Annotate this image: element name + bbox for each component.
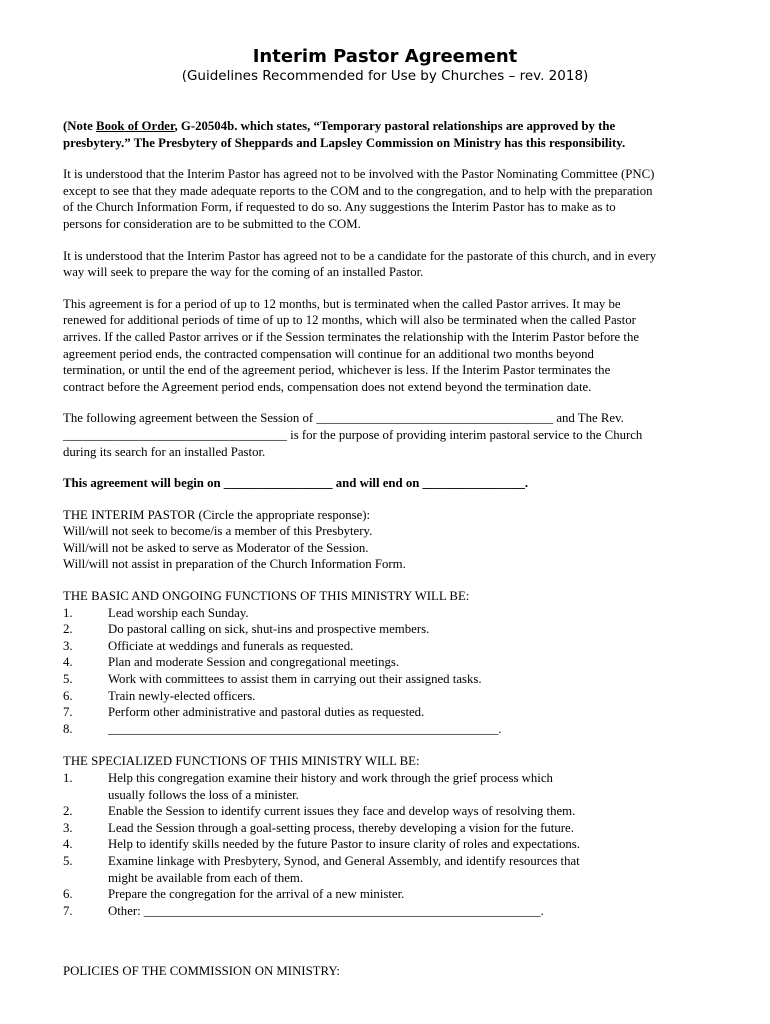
list-number: 1.: [63, 605, 73, 620]
list-number: 5.: [63, 853, 73, 868]
list-text: [108, 770, 713, 803]
note-rest: , G-20504b. which states, “Temporary pastoral relationships are approved by the: [174, 119, 616, 133]
list-number: 4.: [63, 837, 73, 852]
list-text-line: might be available from each of them.: [108, 870, 304, 885]
list-text: Other: ______________________________________________________________.: [108, 903, 544, 918]
list-text: [108, 853, 713, 886]
interim-option-line: Will/will not seek to become/is a member of this Presbytery.: [63, 524, 373, 539]
list-number: 3.: [63, 638, 73, 653]
list-text: Lead worship each Sunday.: [108, 605, 249, 620]
paragraph-line: way will seek to prepare the way for the coming of an installed Pastor.: [63, 265, 424, 280]
list-number: 1.: [63, 771, 73, 785]
pnc-paragraph: [63, 166, 713, 232]
list-text-line: usually follows the loss of a minister.: [108, 787, 299, 802]
paragraph-line: during its search for an installed Pastor.: [63, 444, 266, 459]
note-line-1: [63, 118, 713, 135]
paragraph-line: except to see that they made adequate reports to the COM and to the congregation, and to help with the preparation: [63, 183, 653, 198]
paragraph-line: This agreement is for a period of up to 12 months, but is terminated when the called Pastor arrives. It may be: [63, 296, 621, 311]
list-text: Lead the Session through a goal-setting process, thereby developing a vision for the future.: [108, 820, 574, 835]
document-title: Interim Pastor Agreement: [252, 46, 518, 67]
list-number: 5.: [63, 672, 73, 687]
paragraph-line: agreement period ends, the contracted compensation will continue for an additional two months beyond: [63, 346, 594, 361]
list-item: [63, 638, 713, 655]
list-text: Do pastoral calling on sick, shut-ins and prospective members.: [108, 622, 430, 637]
interim-pastor-section: [63, 507, 713, 573]
paragraph-line: The following agreement between the Session of _____________________________________ and The Rev.: [63, 411, 624, 426]
list-item: [63, 820, 713, 837]
list-number: 7.: [63, 903, 73, 918]
list-text: Help to identify skills needed by the future Pastor to insure clarity of roles and expectations.: [108, 837, 580, 852]
list-number: 3.: [63, 820, 73, 835]
list-text-line: Help this congregation examine their history and work through the grief process which: [108, 771, 553, 785]
agreement-dates-line: This agreement will begin on _________________ and will end on ________________.: [63, 476, 529, 491]
list-item: [63, 688, 713, 705]
list-item: [63, 605, 713, 622]
paragraph-line: persons for consideration are to be submitted to the COM.: [63, 216, 361, 231]
list-text: Perform other administrative and pastoral duties as requested.: [108, 705, 425, 720]
list-item: [63, 803, 713, 820]
note-prefix: (Note: [63, 119, 97, 133]
paragraph-line: termination, or until the end of the agreement period, whichever is less. If the Interim Pastor terminates the: [63, 363, 611, 378]
specialized-functions-list: [63, 770, 713, 919]
list-item: [63, 886, 713, 903]
list-blank-line: _____________________________________________________________.: [108, 721, 502, 736]
basic-functions-heading: THE BASIC AND ONGOING FUNCTIONS OF THIS MINISTRY WILL BE:: [63, 589, 470, 604]
paragraph-line: It is understood that the Interim Pastor has agreed not to be involved with the Pastor Nominating Committee (PNC): [63, 167, 655, 182]
list-item: [63, 836, 713, 853]
list-item: [63, 903, 713, 920]
paragraph-line: arrives. If the called Pastor arrives or if the Session terminates the relationship with the Interim Pastor before the: [63, 329, 640, 344]
list-number: 4.: [63, 655, 73, 670]
list-text-line: Examine linkage with Presbytery, Synod, and General Assembly, and identify resources that: [108, 853, 580, 868]
list-item: [63, 671, 713, 688]
paragraph-line: contract before the Agreement period ends, compensation does not extend beyond the termination date.: [63, 379, 592, 394]
paragraph-line: ___________________________________ is for the purpose of providing interim pastoral service to the Church: [63, 427, 643, 442]
list-text: Train newly-elected officers.: [108, 688, 256, 703]
policies-heading: POLICIES OF THE COMMISSION ON MINISTRY:: [63, 964, 340, 979]
list-item: [63, 853, 713, 886]
note-line-2: presbytery.” The Presbytery of Sheppards and Lapsley Commission on Ministry has this responsibility.: [63, 135, 626, 150]
list-number: 6.: [63, 887, 73, 902]
list-item: [63, 721, 713, 738]
specialized-functions-heading: THE SPECIALIZED FUNCTIONS OF THIS MINISTRY WILL BE:: [63, 754, 420, 769]
list-item: [63, 704, 713, 721]
list-text: Enable the Session to identify current issues they face and develop ways of resolving them.: [108, 804, 576, 819]
document-subtitle: (Guidelines Recommended for Use by Churches – rev. 2018): [181, 68, 589, 84]
candidate-paragraph: [63, 248, 713, 281]
paragraph-line: of the Church Information Form, if requested to do so. Any suggestions the Interim Pastor has to make as to: [63, 200, 616, 215]
list-number: 2.: [63, 804, 73, 819]
basic-functions-list: [63, 605, 713, 738]
spacer: [63, 935, 713, 963]
list-text: Work with committees to assist them in carrying out their assigned tasks.: [108, 672, 482, 687]
interim-option-line: Will/will not assist in preparation of the Church Information Form.: [63, 557, 406, 572]
list-item: [63, 770, 713, 803]
list-item: [63, 621, 713, 638]
list-item: [63, 654, 713, 671]
list-number: 6.: [63, 688, 73, 703]
paragraph-line: renewed for additional periods of time of up to 12 months, which will also be terminated when the called Pastor: [63, 313, 636, 328]
list-text: Prepare the congregation for the arrival of a new minister.: [108, 887, 405, 902]
list-text: Plan and moderate Session and congregational meetings.: [108, 655, 400, 670]
term-paragraph: [63, 296, 713, 396]
list-number: 8.: [63, 721, 73, 736]
paragraph-line: It is understood that the Interim Pastor has agreed not to be a candidate for the pastorate of this church, and in every: [63, 248, 657, 263]
book-of-order-reference: Book of Order: [96, 119, 175, 133]
list-number: 7.: [63, 705, 73, 720]
agreement-parties-paragraph: [63, 410, 713, 460]
note-paragraph: [63, 118, 713, 151]
document-body: [63, 118, 713, 980]
interim-section-heading: THE INTERIM PASTOR (Circle the appropriate response):: [63, 507, 371, 522]
list-number: 2.: [63, 622, 73, 637]
list-text: Officiate at weddings and funerals as requested.: [108, 638, 354, 653]
interim-option-line: Will/will not be asked to serve as Moderator of the Session.: [63, 540, 369, 555]
